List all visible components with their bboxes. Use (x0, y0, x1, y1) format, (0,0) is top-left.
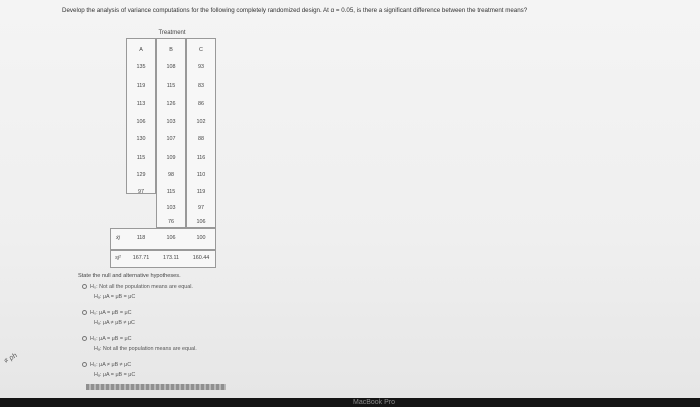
option-1-radio[interactable] (82, 284, 87, 289)
option-4-radio[interactable] (82, 362, 87, 367)
option-4-h0[interactable] (82, 362, 131, 368)
cell-b-3: 126 (166, 101, 176, 107)
cell-b-1: 108 (166, 64, 176, 70)
cell-c-9: 97 (198, 205, 204, 211)
treatment-title: Treatment (158, 30, 186, 36)
cell-c-3: 86 (198, 101, 204, 107)
cell-a-3: 113 (136, 101, 146, 107)
device-brand: MacBook Pro (352, 399, 396, 406)
cell-c-1: 93 (198, 64, 204, 70)
hypotheses-prompt: State the null and alternative hypotheses. (78, 273, 181, 279)
header-b: B (169, 47, 173, 53)
option-2-ha: Hₐ: μA ≠ μB ≠ μC (94, 320, 135, 326)
cut-off-text (86, 384, 226, 390)
cell-b-7: 98 (168, 172, 174, 178)
cell-c-5: 88 (198, 136, 204, 142)
option-3-ha: Hₐ: Not all the population means are equal. (94, 346, 197, 352)
cell-b-6: 109 (166, 155, 176, 161)
cell-c-6: 116 (196, 155, 206, 161)
cell-b-9: 103 (166, 205, 176, 211)
variance-b: 173.11 (162, 255, 180, 261)
cell-b-2: 115 (166, 83, 176, 89)
option-2-h0-text: H₀: μA = μB = μC (90, 310, 132, 316)
cell-c-10: 106 (196, 219, 206, 225)
cell-b-4: 103 (166, 119, 176, 125)
question-text: Develop the analysis of variance computations for the following completely randomized design. At α = 0.05, is there a significant difference between the treatment means? (62, 7, 528, 14)
option-1-h0-text: H₀: Not all the population means are equal. (90, 284, 193, 290)
cell-c-7: 110 (196, 172, 206, 178)
header-c: C (199, 47, 203, 53)
variance-label: sj² (115, 255, 121, 261)
cell-a-6: 115 (136, 155, 146, 161)
cell-a-2: 119 (136, 83, 146, 89)
cell-a-1: 135 (136, 64, 146, 70)
mean-a: 118 (136, 235, 146, 241)
option-3-radio[interactable] (82, 336, 87, 341)
option-1-h0[interactable] (82, 284, 193, 290)
option-2-radio[interactable] (82, 310, 87, 315)
variance-a: 167.71 (132, 255, 150, 261)
cell-a-5: 130 (136, 136, 146, 142)
option-1-ha: Hₐ: μA = μB = μC (94, 294, 136, 300)
option-3-h0-text: H₀: μA = μB = μC (90, 336, 132, 342)
cell-c-4: 102 (196, 119, 206, 125)
variance-c: 160.44 (192, 255, 210, 261)
option-3-h0[interactable] (82, 336, 132, 342)
option-4-h0-text: H₀: μA ≠ μB ≠ μC (90, 362, 132, 368)
cell-a-7: 129 (136, 172, 146, 178)
option-2-h0[interactable] (82, 310, 132, 316)
cell-a-8: 97 (138, 189, 144, 195)
cell-c-2: 83 (198, 83, 204, 89)
cell-a-4: 106 (136, 119, 146, 125)
option-4-ha: Hₐ: μA = μB = μC (94, 372, 136, 378)
cell-b-5: 107 (166, 136, 176, 142)
cell-c-8: 119 (196, 189, 206, 195)
mean-c: 100 (196, 235, 206, 241)
mean-label: x̄j (116, 235, 120, 241)
header-a: A (139, 47, 143, 53)
margin-scribble: ≠ ρh (3, 352, 19, 365)
cell-b-8: 115 (166, 189, 176, 195)
mean-b: 106 (166, 235, 176, 241)
cell-b-10: 76 (168, 219, 174, 225)
